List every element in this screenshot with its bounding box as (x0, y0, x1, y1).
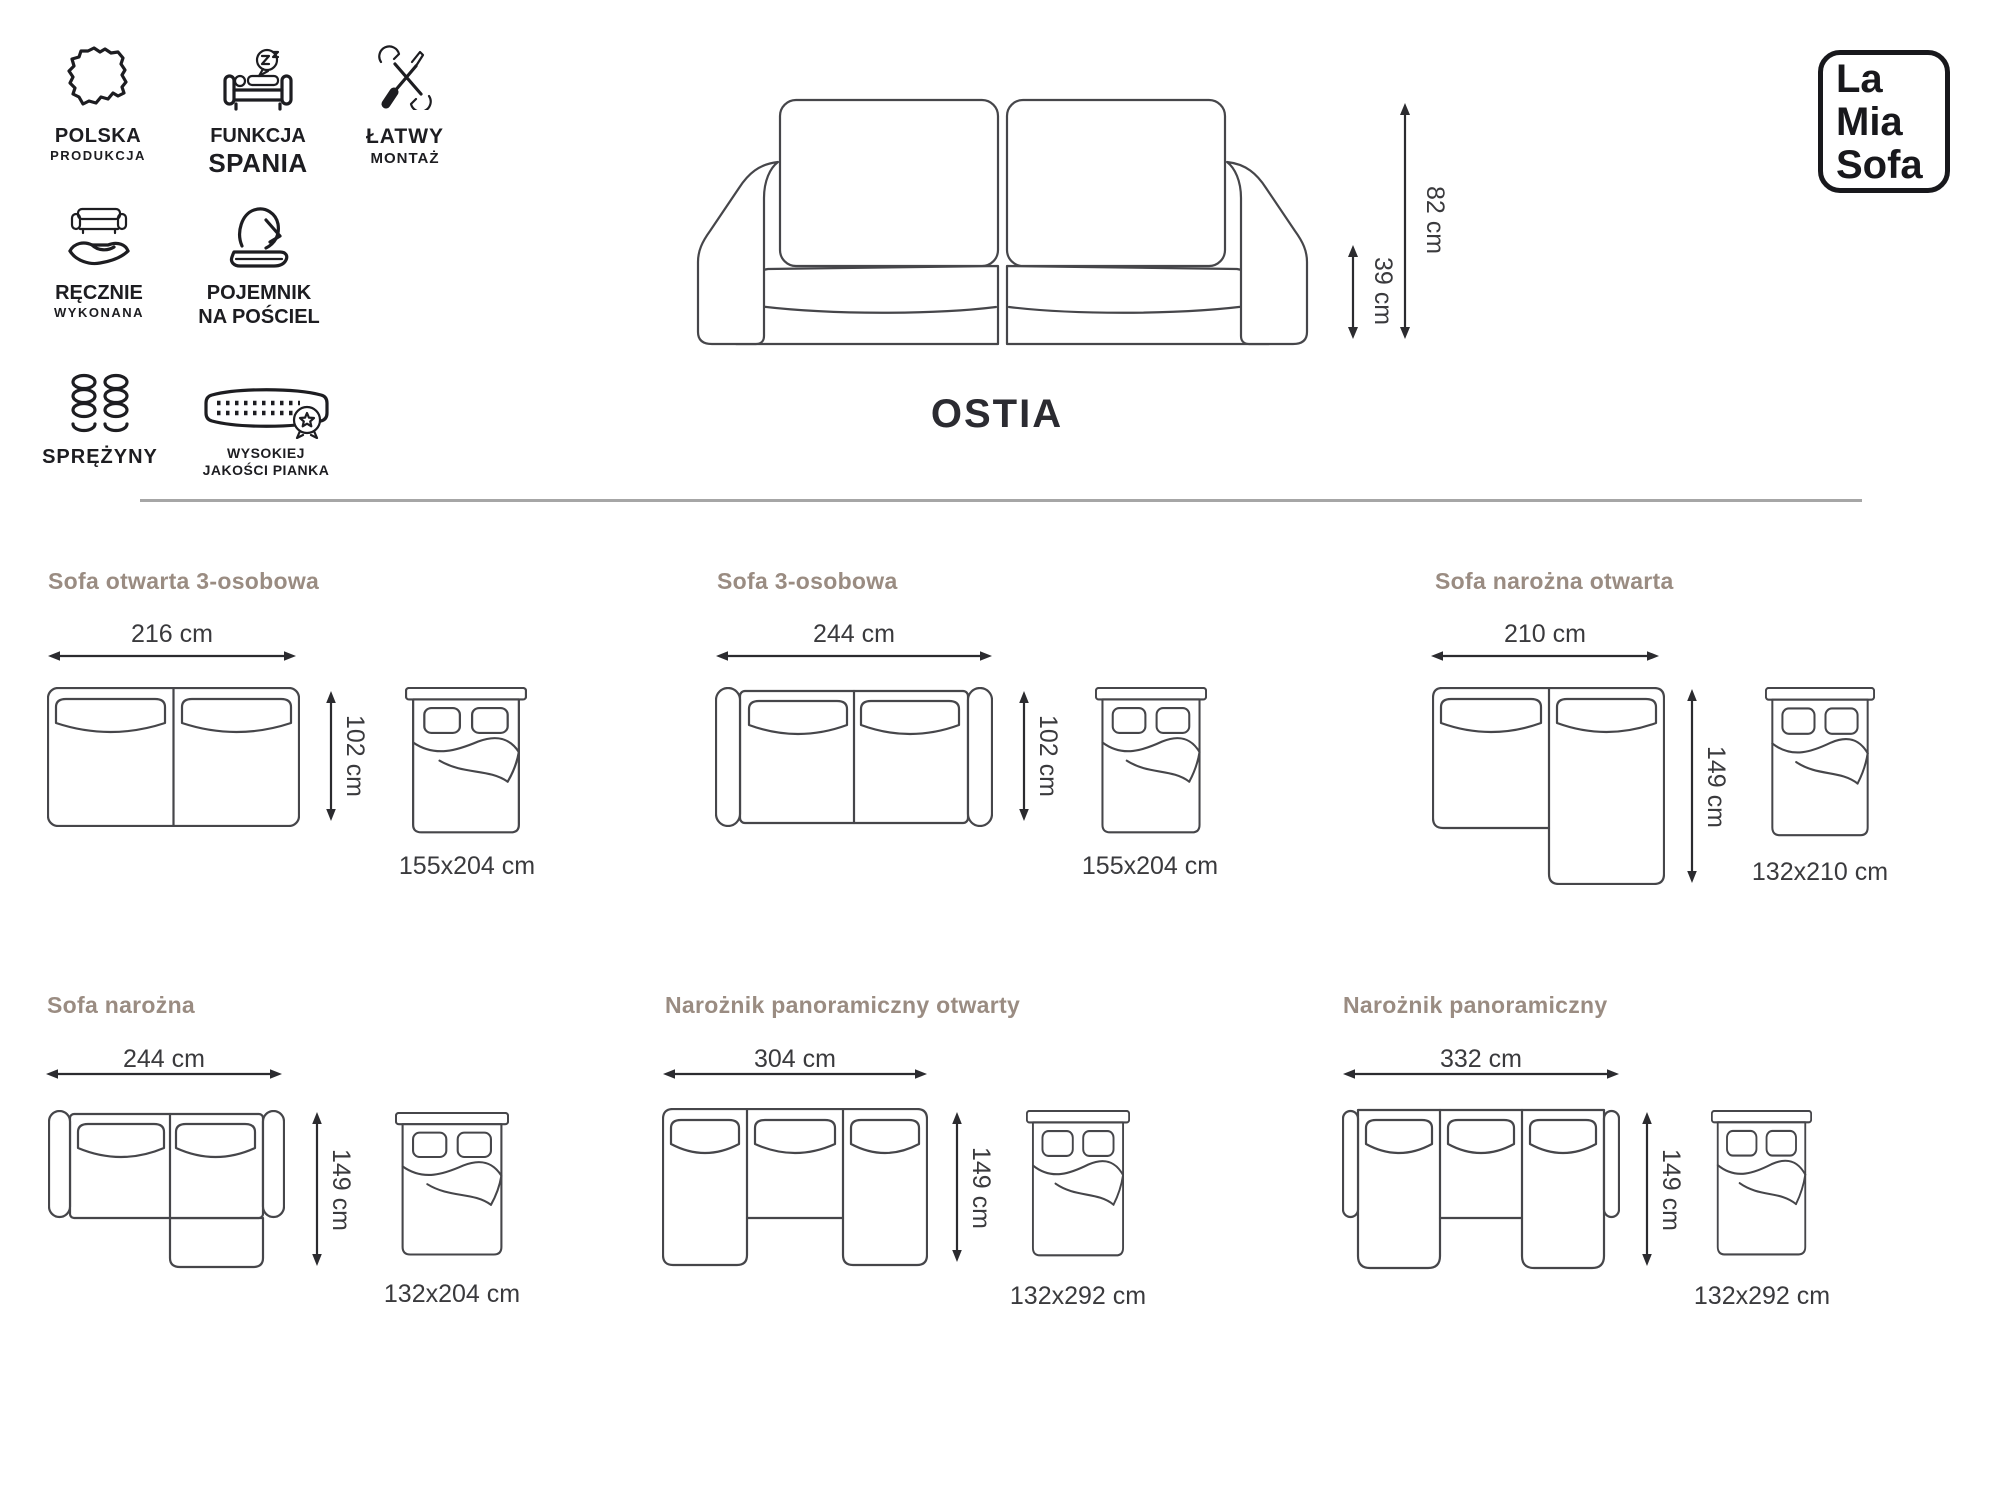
config-depth-label: 149 cm (327, 1149, 355, 1231)
bed-size-label: 155x204 cm (1081, 852, 1219, 880)
config-depth-label: 149 cm (1702, 746, 1730, 828)
bed-size-label: 132x204 cm (383, 1280, 521, 1308)
feature-label: ŁATWY (365, 125, 445, 148)
feature-sublabel: PRODUKCJA (50, 148, 146, 164)
hand-sofa-icon (66, 205, 132, 269)
section-divider (140, 499, 1862, 502)
foam-quality-icon (204, 383, 329, 439)
poland-map-icon (67, 46, 129, 112)
config-title: Sofa narożna (47, 992, 196, 1018)
feature-label: FUNKCJA (210, 125, 306, 147)
bed-top-view-icon (405, 687, 527, 840)
depth-arrow (1639, 1111, 1655, 1267)
width-arrow (1342, 1066, 1620, 1082)
bed-size-label: 132x292 cm (1009, 1282, 1147, 1310)
feature-recznie-wykonana (18, 205, 180, 321)
sofa-top-view-drawing (662, 1108, 928, 1268)
width-arrow (715, 648, 993, 664)
feature-label: SPRĘŻYNY (42, 446, 158, 468)
feature-label: WYSOKIEJ (227, 445, 305, 461)
bed-size-label: 155x204 cm (398, 852, 536, 880)
feature-latwy-montaz (330, 45, 480, 168)
depth-arrow (323, 690, 339, 822)
depth-arrow (949, 1111, 965, 1263)
config-width-label: 244 cm (123, 1045, 205, 1073)
feature-wysokiej-jakosci-pianka (166, 383, 366, 479)
feature-label: RĘCZNIE (55, 282, 143, 304)
sofa-top-view-drawing (47, 687, 300, 827)
feature-sublabel: JAKOŚCI PIANKA (202, 462, 330, 479)
seat-height-label: 39 cm (1369, 256, 1397, 326)
feature-sublabel: NA POŚCIEL (198, 306, 320, 329)
depth-arrow (309, 1111, 325, 1267)
bed-top-view-icon (1765, 687, 1875, 843)
config-width-label: 216 cm (131, 620, 213, 648)
config-title: Sofa otwarta 3-osobowa (48, 568, 320, 594)
config-width-label: 304 cm (754, 1045, 836, 1073)
config-depth-label: 149 cm (967, 1147, 995, 1229)
config-width-label: 244 cm (813, 620, 895, 648)
config-title: Narożnik panoramiczny (1343, 992, 1608, 1018)
config-width-label: 332 cm (1440, 1045, 1522, 1073)
config-width-label: 210 cm (1504, 620, 1586, 648)
sofa-top-view-drawing (715, 687, 993, 827)
depth-arrow (1684, 688, 1700, 884)
config-title: Narożnik panoramiczny otwarty (665, 992, 1021, 1018)
bed-top-view-icon (1711, 1110, 1812, 1262)
brand-logo-line: La (1836, 57, 1883, 101)
config-depth-label: 149 cm (1657, 1149, 1685, 1231)
feature-sublabel: WYKONANA (54, 305, 144, 321)
feature-sublabel: SPANIA (208, 148, 308, 179)
config-title: Sofa narożna otwarta (1435, 568, 1674, 594)
config-title: Sofa 3-osobowa (717, 568, 898, 594)
sleep-function-icon (223, 48, 293, 112)
feature-funkcja-spania (168, 48, 348, 180)
config-depth-label: 102 cm (1034, 715, 1062, 797)
bed-top-view-icon (395, 1112, 509, 1262)
width-arrow (1430, 648, 1660, 664)
brand-logo (1818, 50, 1950, 193)
sofa-top-view-drawing (48, 1110, 285, 1270)
feature-sublabel: MONTAŻ (370, 149, 440, 167)
feature-sprezyny (20, 373, 180, 469)
feature-label: POLSKA (54, 125, 142, 147)
depth-arrow (1016, 690, 1032, 822)
bedding-storage-icon (226, 202, 292, 272)
width-arrow (47, 648, 297, 664)
feature-polska-produkcja (12, 46, 184, 164)
sofa-top-view-drawing (1342, 1108, 1620, 1270)
width-arrow (662, 1066, 928, 1082)
feature-pojemnik-na-posciel (169, 202, 349, 330)
feature-label: POJEMNIK (206, 282, 312, 304)
brand-logo-line: Mia (1836, 100, 1903, 144)
springs-icon (67, 373, 133, 433)
sofa-top-view-drawing (1432, 687, 1665, 885)
bed-top-view-icon (1095, 687, 1207, 840)
tools-icon (376, 45, 434, 110)
sofa-front-view-drawing (640, 70, 1340, 355)
overall-height-label: 82 cm (1421, 185, 1449, 255)
width-arrow (45, 1066, 283, 1082)
config-depth-label: 102 cm (341, 715, 369, 797)
bed-size-label: 132x292 cm (1693, 1282, 1831, 1310)
brand-logo-line: Sofa (1836, 143, 1923, 187)
product-name: OSTIA (930, 392, 1064, 436)
bed-size-label: 132x210 cm (1751, 858, 1889, 886)
bed-top-view-icon (1026, 1110, 1130, 1263)
